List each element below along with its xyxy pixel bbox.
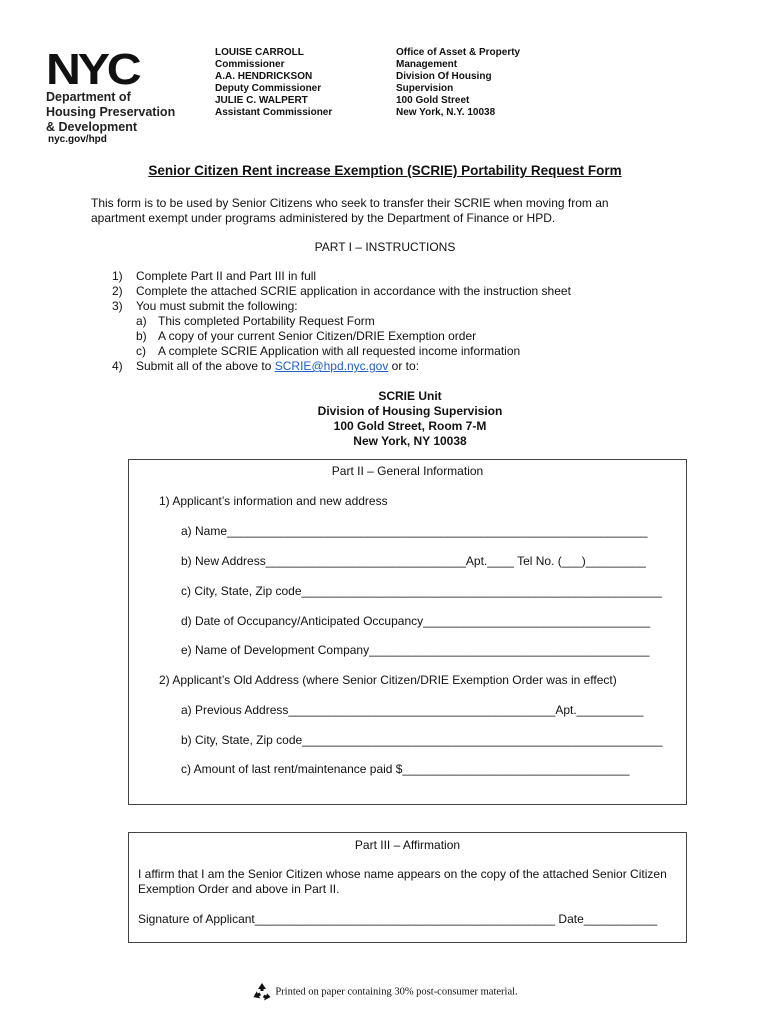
item-text: A complete SCRIE Application with all requested income information	[158, 344, 521, 358]
officials-block	[215, 47, 332, 119]
website-url: nyc.gov/hpd	[48, 134, 107, 145]
question-2: 2) Applicant’s Old Address (where Senior Citizen/DRIE Exemption Order was in effect)	[159, 673, 617, 687]
address-line: Division of Housing Supervision	[317, 404, 503, 418]
mailing-address	[0, 389, 770, 449]
official-line: Deputy Commissioner	[215, 83, 322, 94]
dept-line: Department of	[46, 90, 131, 104]
item-text: Submit all of the above to	[136, 359, 272, 373]
item-number: 3)	[112, 299, 123, 313]
official-line: LOUISE CARROLL	[215, 47, 304, 58]
item-number: 4)	[112, 359, 123, 373]
address-line: SCRIE Unit	[378, 389, 442, 403]
footer-note	[0, 982, 770, 1002]
office-address-block	[396, 47, 520, 119]
signature-date-field[interactable]: Signature of Applicant_____________________________________________ Date___________	[138, 912, 658, 926]
instruction-item	[112, 284, 571, 299]
office-line: Office of Asset & Property	[396, 47, 521, 58]
item-text: Complete Part II and Part III in full	[136, 269, 317, 283]
item-text: Complete the attached SCRIE application in accordance with the instruction sheet	[136, 284, 571, 298]
dept-line: & Development	[46, 120, 137, 134]
item-text: This completed Portability Request Form	[158, 314, 375, 328]
part1-heading: PART I – INSTRUCTIONS	[314, 240, 456, 254]
official-line: Assistant Commissioner	[215, 107, 333, 118]
footer-text: Printed on paper containing 30% post-consumer material.	[275, 986, 518, 998]
part3-heading: Part III – Affirmation	[354, 838, 461, 852]
nyc-logo	[46, 50, 158, 90]
instruction-item	[112, 299, 298, 314]
email-suffix: or to:	[388, 359, 420, 373]
item-number: b)	[136, 329, 147, 343]
recycle-icon	[252, 982, 272, 1002]
address-line: New York, NY 10038	[353, 434, 467, 448]
email-link[interactable]: SCRIE@hpd.nyc.gov	[274, 359, 389, 373]
intro-paragraph: This form is to be used by Senior Citizens who seek to transfer their SCRIE when moving from an apartment exempt under programs administered by the Department of Finance or HPD.	[91, 196, 609, 225]
item-number: 2)	[112, 284, 123, 298]
dept-line: Housing Preservation	[46, 105, 176, 119]
instruction-subitem	[136, 329, 476, 344]
item-text: You must submit the following:	[136, 299, 298, 313]
official-line: A.A. HENDRICKSON	[215, 71, 313, 82]
form-title: Senior Citizen Rent increase Exemption (SCRIE) Portability Request Form	[148, 163, 622, 178]
item-number: 1)	[112, 269, 123, 283]
affirmation-text: I affirm that I am the Senior Citizen whose name appears on the copy of the attached Senior Citizen Exemption Order and above in Part II.	[138, 867, 667, 896]
office-line: 100 Gold Street	[396, 95, 470, 106]
item-number: c)	[136, 344, 146, 358]
new-address-field[interactable]: b) New Address______________________________Apt.____ Tel No. (___)_________	[181, 554, 646, 568]
official-line: Commissioner	[215, 59, 285, 70]
last-rent-field[interactable]: c) Amount of last rent/maintenance paid $__________________________________	[181, 762, 630, 776]
question-1: 1) Applicant’s information and new address	[159, 494, 388, 508]
instruction-subitem	[136, 344, 520, 359]
city-state-zip-field[interactable]: c) City, State, Zip code______________________________________________________	[181, 584, 662, 598]
address-line: 100 Gold Street, Room 7-M	[333, 419, 487, 433]
item-number: a)	[136, 314, 147, 328]
part2-heading: Part II – General Information	[331, 464, 484, 478]
old-city-state-zip-field[interactable]: b) City, State, Zip code______________________________________________________	[181, 733, 663, 747]
nyc-logo-text: NYC	[46, 50, 139, 90]
office-line: Supervision	[396, 83, 454, 94]
part2-box	[128, 459, 687, 805]
instruction-subitem	[136, 314, 375, 329]
instruction-item	[112, 359, 419, 374]
name-field[interactable]: a) Name_______________________________________________________________	[181, 524, 648, 538]
item-text: A copy of your current Senior Citizen/DRIE Exemption order	[158, 329, 477, 343]
office-line: New York, N.Y. 10038	[396, 107, 496, 118]
official-line: JULIE C. WALPERT	[215, 95, 308, 106]
occupancy-date-field[interactable]: d) Date of Occupancy/Anticipated Occupancy__________________________________	[181, 614, 651, 628]
instruction-item	[112, 269, 316, 284]
previous-address-field[interactable]: a) Previous Address________________________________________Apt.__________	[181, 703, 644, 717]
office-line: Management	[396, 59, 458, 70]
part3-box	[128, 832, 687, 943]
department-name	[46, 90, 175, 135]
development-company-field[interactable]: e) Name of Development Company__________________________________________	[181, 643, 650, 657]
office-line: Division Of Housing	[396, 71, 492, 82]
